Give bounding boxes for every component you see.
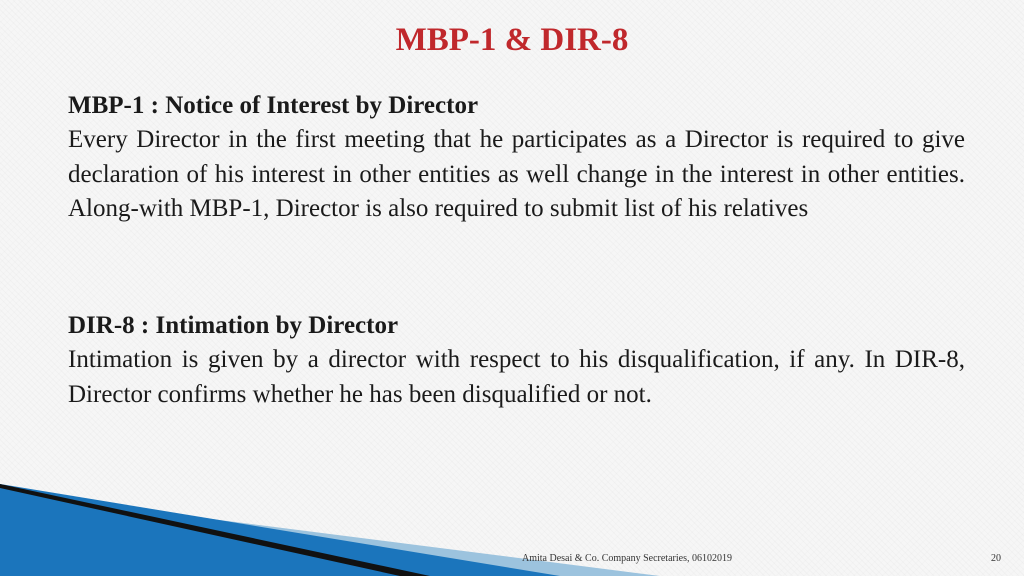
section-heading: MBP-1 : Notice of Interest by Director bbox=[68, 92, 479, 119]
blue-band bbox=[0, 484, 560, 576]
section-body: Intimation is given by a director with respect to his disqualification, if any. In DIR-8, Director confirms whether he has been disqualified or not. bbox=[68, 346, 965, 408]
slide-title: MBP-1 & DIR-8 bbox=[395, 22, 629, 58]
section-mbp-1 bbox=[68, 89, 965, 227]
section-dir-8 bbox=[68, 309, 965, 412]
section-body: Every Director in the first meeting that he participates as a Director is required to give declaration of his interest in other entities as well change in the interest in other entities. Along-with MBP-1, Director is also required to submit list of his relatives bbox=[68, 126, 965, 222]
footer-decorative-bands bbox=[0, 470, 1024, 576]
page-number: 20 bbox=[991, 553, 1001, 564]
section-heading: DIR-8 : Intimation by Director bbox=[68, 312, 399, 339]
footer-text: Amita Desai & Co. Company Secretaries, 06102019 bbox=[522, 553, 732, 564]
